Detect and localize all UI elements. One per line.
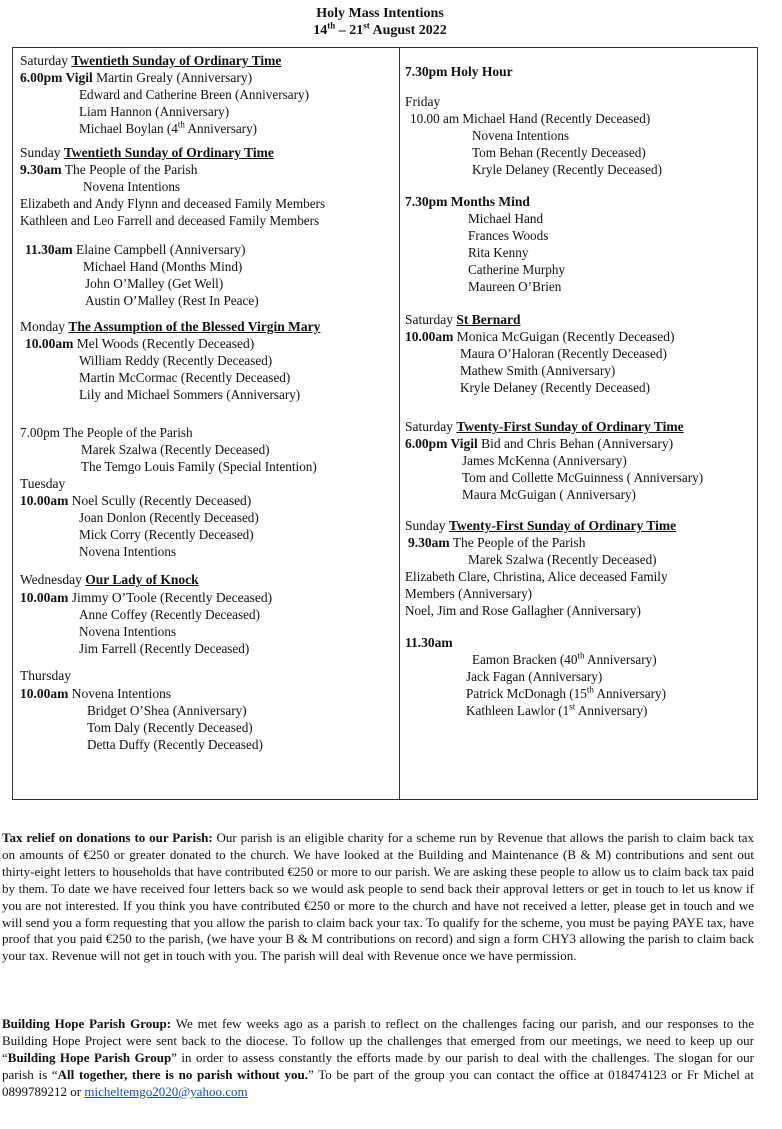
line-text: The People of the Parish [449,535,586,550]
left-line [25,335,254,352]
left-line [79,369,290,386]
right-line [466,685,666,702]
line-text: Detta Duffy (Recently Deceased) [87,737,263,752]
line-text: Saturday [405,419,457,434]
left-line [20,69,252,86]
left-line [85,275,223,292]
line-text: Kryle Delaney (Recently Deceased) [472,162,663,177]
line-text: The Assumption of the Blessed Virgin Mary [68,319,321,334]
line-text: Elizabeth Clare, Christina, Alice deceased Family [405,569,668,584]
line-text: Wednesday [20,572,86,587]
building-hope-paragraph [2,1016,754,1101]
right-line [405,634,453,651]
line-text: 7.30pm Months Mind [405,194,530,209]
date-start: 14 [313,23,328,38]
line-text: Tom Behan (Recently Deceased) [472,145,646,160]
right-line [468,244,528,261]
line-text: Noel Scully (Recently Deceased) [68,493,252,508]
left-line [20,589,272,606]
left-line [87,702,247,719]
line-text: 10.00am [25,336,74,351]
line-text: Elizabeth and Andy Flynn and deceased Family Members [20,196,326,211]
right-line [462,486,636,503]
line-text: Joan Donlon (Recently Deceased) [79,510,259,525]
line-text: Mick Corry (Recently Deceased) [79,527,254,542]
left-line [79,120,257,137]
right-line [405,435,673,452]
left-line [79,640,249,657]
right-line [468,551,657,568]
right-line [472,651,657,668]
line-text: th [577,650,585,661]
date-month-year: August 2022 [369,23,447,38]
line-text: Jimmy O’Toole (Recently Deceased) [68,590,273,605]
line-text: Lily and Michael Sommers (Anniversary) [79,387,301,402]
line-text: Patrick McDonagh (15 [466,686,587,701]
line-text: Kathleen Lawlor (1 [466,703,570,718]
left-line [20,571,199,588]
line-text: Maura McGuigan ( Anniversary) [462,487,636,502]
right-line [405,418,684,435]
line-text: Novena Intentions [79,544,177,559]
line-text: Edward and Catherine Breen (Anniversary) [79,87,309,102]
line-text: Bid and Chris Behan (Anniversary) [477,436,674,451]
line-text: Saturday [405,312,457,327]
line-text: Kathleen and Leo Farrell and deceased Family Members [20,213,320,228]
building-hope-heading: Building Hope Parish Group: [2,1016,172,1031]
line-text: Monday [20,319,69,334]
left-line [20,424,193,441]
line-text: The People of the Parish [61,162,198,177]
right-line [468,278,561,295]
column-divider [399,48,400,799]
left-line [79,103,229,120]
right-line [462,469,703,486]
left-line [20,475,65,492]
line-text: 6.00pm Vigil [20,70,93,85]
right-line [468,210,543,227]
left-line [83,258,242,275]
left-line [20,144,274,161]
right-line [460,379,650,396]
left-line [79,606,260,623]
right-line [405,602,641,619]
right-line [466,702,647,719]
left-line [20,685,171,702]
right-line [462,452,627,469]
line-text: 10.00am [20,590,69,605]
line-text: Frances Woods [468,228,549,243]
line-text: Our Lady of Knock [85,572,199,587]
building-hope-group-name: Building Hope Parish Group [7,1049,172,1065]
line-text: 11.30am [405,635,453,650]
right-line [410,110,650,127]
line-text: Monica McGuigan (Recently Deceased) [453,329,675,344]
left-line [79,526,254,543]
right-line [460,345,667,362]
right-line [405,517,676,534]
line-text: 10.00 am Michael Hand (Recently Deceased) [410,111,651,126]
line-text: John O’Malley (Get Well) [85,276,224,291]
left-line [25,241,245,258]
line-text: th [586,684,594,695]
line-text: Michael Hand (Months Mind) [83,259,243,274]
line-text: Anne Coffey (Recently Deceased) [79,607,261,622]
line-text: Maura O’Haloran (Recently Deceased) [460,346,667,361]
right-line [468,227,548,244]
left-line [85,292,259,309]
line-text: Novena Intentions [83,179,181,194]
line-text: Marek Szalwa (Recently Deceased) [468,552,657,567]
line-text: Anniversary) [584,652,657,667]
left-line [87,719,253,736]
line-text: Anniversary) [184,121,258,136]
line-text: Sunday [405,518,449,533]
tax-relief-paragraph [2,830,754,965]
right-line [472,127,569,144]
left-line [79,352,272,369]
left-line [79,623,176,640]
line-text: Thursday [20,668,71,683]
left-line [83,178,180,195]
date-range [0,20,760,39]
line-text: Anniversary) [593,686,667,701]
line-text: Jack Fagan (Anniversary) [466,669,603,684]
parish-slogan: All together, there is no parish without you. [57,1066,308,1082]
line-text: Kryle Delaney (Recently Deceased) [460,380,651,395]
line-text: Tom and Collette McGuinness ( Anniversary) [462,470,704,485]
line-text: Mathew Smith (Anniversary) [460,363,616,378]
right-line [405,585,532,602]
line-text: 10.00am [20,493,69,508]
left-line [20,52,281,69]
line-text: Liam Hannon (Anniversary) [79,104,230,119]
line-text: 6.00pm Vigil [405,436,478,451]
line-text: St Bernard [456,312,521,327]
left-line [20,492,251,509]
left-line [81,441,270,458]
line-text: Anniversary) [575,703,648,718]
mass-intentions-table [12,47,758,800]
line-text: 10.00am [20,686,69,701]
left-line [20,161,197,178]
right-line [466,668,602,685]
line-text: Maureen O’Brien [468,279,562,294]
right-line [460,362,615,379]
line-text: Sunday [20,145,64,160]
line-text: 7.00pm The People of the Parish [20,425,193,440]
page-title: Holy Mass Intentions [316,6,444,21]
line-text: Novena Intentions [472,128,570,143]
line-text: Elaine Campbell (Anniversary) [72,242,246,257]
email-link[interactable]: micheltemgo2020@yahoo.com [84,1083,248,1099]
right-line [408,534,585,551]
left-line [79,543,176,560]
line-text: Marek Szalwa (Recently Deceased) [81,442,270,457]
line-text: th [177,119,185,130]
line-text: Rita Kenny [468,245,529,260]
line-text: Novena Intentions [79,624,177,639]
line-text: Austin O’Malley (Rest In Peace) [85,293,259,308]
left-line [87,736,263,753]
right-line [405,568,668,585]
line-text: Mel Woods (Recently Deceased) [73,336,255,351]
line-text: Twentieth Sunday of Ordinary Time [71,53,282,68]
line-text: Catherine Murphy [468,262,566,277]
left-line [79,86,309,103]
right-line [405,328,675,345]
left-line [79,386,300,403]
line-text: Eamon Bracken (40 [472,652,578,667]
building-hope-body-2: ” in order to assess constantly the efforts made by our parish to deal with the challenges. The slogan for our parish is “ [2,1049,754,1082]
left-line [20,667,71,684]
line-text: Tom Daly (Recently Deceased) [87,720,253,735]
line-text: Jim Farrell (Recently Deceased) [79,641,250,656]
right-line [472,144,646,161]
line-text: Saturday [20,53,72,68]
line-text: 11.30am [25,242,73,257]
date-end: – 21 [335,23,364,38]
line-text: Twentieth Sunday of Ordinary Time [63,145,274,160]
line-text: James McKenna (Anniversary) [462,453,627,468]
line-text: Twenty-First Sunday of Ordinary Time [456,419,684,434]
line-text: Twenty-First Sunday of Ordinary Time [448,518,677,533]
left-line [20,212,319,229]
line-text: Friday [405,94,441,109]
date-end-suffix: st [363,20,370,31]
right-line [468,261,565,278]
line-text: Bridget O’Shea (Anniversary) [87,703,247,718]
line-text: st [569,701,576,712]
tax-relief-heading: Tax relief on donations to our Parish: [2,830,213,845]
line-text: 7.30pm Holy Hour [405,64,513,79]
line-text: 9.30am [20,162,62,177]
left-line [79,509,259,526]
line-text: Novena Intentions [68,686,172,701]
date-start-suffix: th [327,20,336,31]
right-line [405,311,521,328]
building-hope-body-1: We met few weeks ago as a parish to reflect on the challenges facing our parish, and our responses to the Building Hope Project were sent back to the diocese. To follow up the challenges that emerged from our meetings, we need to keep up our “ [2,1016,754,1065]
line-text: Michael Hand [468,211,544,226]
line-text: Martin McCormac (Recently Deceased) [79,370,291,385]
line-text: The Temgo Louis Family (Special Intention) [81,459,317,474]
right-line [472,161,662,178]
line-text: Tuesday [20,476,66,491]
line-text: 9.30am [408,535,450,550]
line-text: William Reddy (Recently Deceased) [79,353,273,368]
line-text: Members (Anniversary) [405,586,533,601]
left-line [20,318,320,335]
line-text: 10.00am [405,329,454,344]
line-text: Martin Grealy (Anniversary) [92,70,253,85]
right-line [405,93,440,110]
line-text: Michael Boylan (4 [79,121,178,136]
left-line [20,195,325,212]
left-line [81,458,317,475]
line-text: Noel, Jim and Rose Gallagher (Anniversary) [405,603,641,618]
right-line [405,63,513,80]
tax-relief-body: Our parish is an eligible charity for a scheme run by Revenue that allows the parish to claim back tax on amounts of €250 or greater donated to the church. We have looked at the Building and Maintenance (B & M) contributions and sent out thirty-eight letters to households that have contributed €250 or more to our parish. We are asking these people to allow us to claim back tax paid by them. To date we have received four letters back so we would ask people to send back their approval letters or get in touch to let us know if you are not interested. If you think you have contributed €250 or more to the church and have not received a letter, please get in touch and we will send you a form requesting that you allow the parish to claim back your tax. To qualify for the scheme, you must be paying PAYE tax, have proof that you paid €250 to the parish, (we have your B & M contributions on record) and sign a form CHY3 allowing the parish to claim back your tax. Revenue will not get in touch with you. The parish will deal with Revenue once we have permission. [2,830,754,964]
right-line [405,193,530,210]
building-hope-body-3: ” To be part of the group you can contact the office at 018474123 or Fr Michel at 0899789212 or [2,1066,754,1099]
